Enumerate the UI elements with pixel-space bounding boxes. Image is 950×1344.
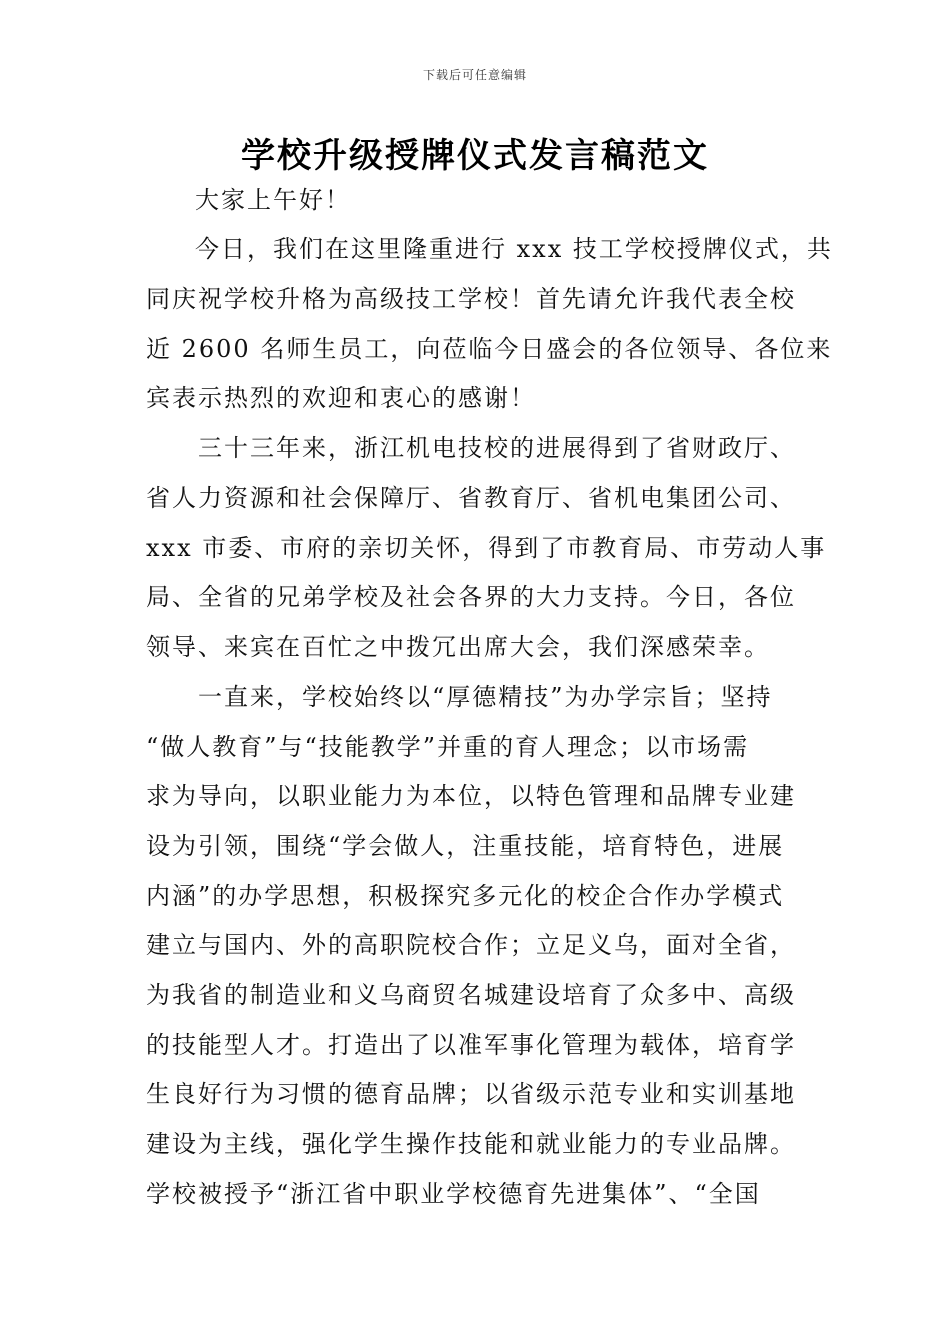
body-line: 生良好行为习惯的德育品牌；以省级示范专业和实训基地	[146, 1080, 796, 1108]
body-line: 学校被授予“浙江省中职业学校德育先进集体”、“全国	[146, 1180, 761, 1208]
body-line: 设为引领，围绕“学会做人，注重技能，培育特色，进展	[146, 832, 785, 860]
body-line: 的技能型人才。打造出了以准军事化管理为载体，培育学	[146, 1031, 796, 1059]
body-line: 建设为主线，强化学生操作技能和就业能力的专业品牌。	[146, 1130, 796, 1158]
body-line: xxx 市委、市府的亲切关怀，得到了市教育局、市劳动人事	[146, 534, 827, 562]
header-note: 下载后可任意编辑	[422, 68, 527, 82]
body-line: 建立与国内、外的高职院校合作；立足义乌，面对全省，	[146, 931, 796, 959]
body-line: 省人力资源和社会保障厅、省教育厅、省机电集团公司、	[146, 484, 796, 512]
body-line: 同庆祝学校升格为高级技工学校！首先请允许我代表全校	[146, 285, 796, 313]
body-line: 今日，我们在这里隆重进行 xxx 技工学校授牌仪式，共	[195, 235, 833, 263]
body-line: “做人教育”与“技能教学”并重的育人理念；以市场需	[146, 733, 750, 761]
body-line: 宾表示热烈的欢迎和衷心的感谢！	[146, 384, 536, 412]
body-line: 三十三年来，浙江机电技校的进展得到了省财政厅、	[198, 434, 796, 462]
body-line: 局、全省的兄弟学校及社会各界的大力支持。今日，各位	[146, 583, 796, 611]
body-line: 内涵”的办学思想，积极探究多元化的校企合作办学模式	[146, 882, 785, 910]
body-line: 领导、来宾在百忙之中拨冗出席大会，我们深感荣幸。	[146, 633, 770, 661]
body-line: 求为导向，以职业能力为本位，以特色管理和品牌专业建	[146, 782, 796, 810]
document-title: 学校升级授牌仪式发言稿范文	[241, 136, 709, 176]
body-line: 大家上午好！	[195, 186, 351, 214]
body-line: 近 2600 名师生员工，向莅临今日盛会的各位领导、各位来	[146, 335, 833, 363]
body-line: 为我省的制造业和义乌商贸名城建设培育了众多中、高级	[146, 981, 796, 1009]
body-line: 一直来，学校始终以“厚德精技”为办学宗旨；坚持	[198, 683, 773, 711]
